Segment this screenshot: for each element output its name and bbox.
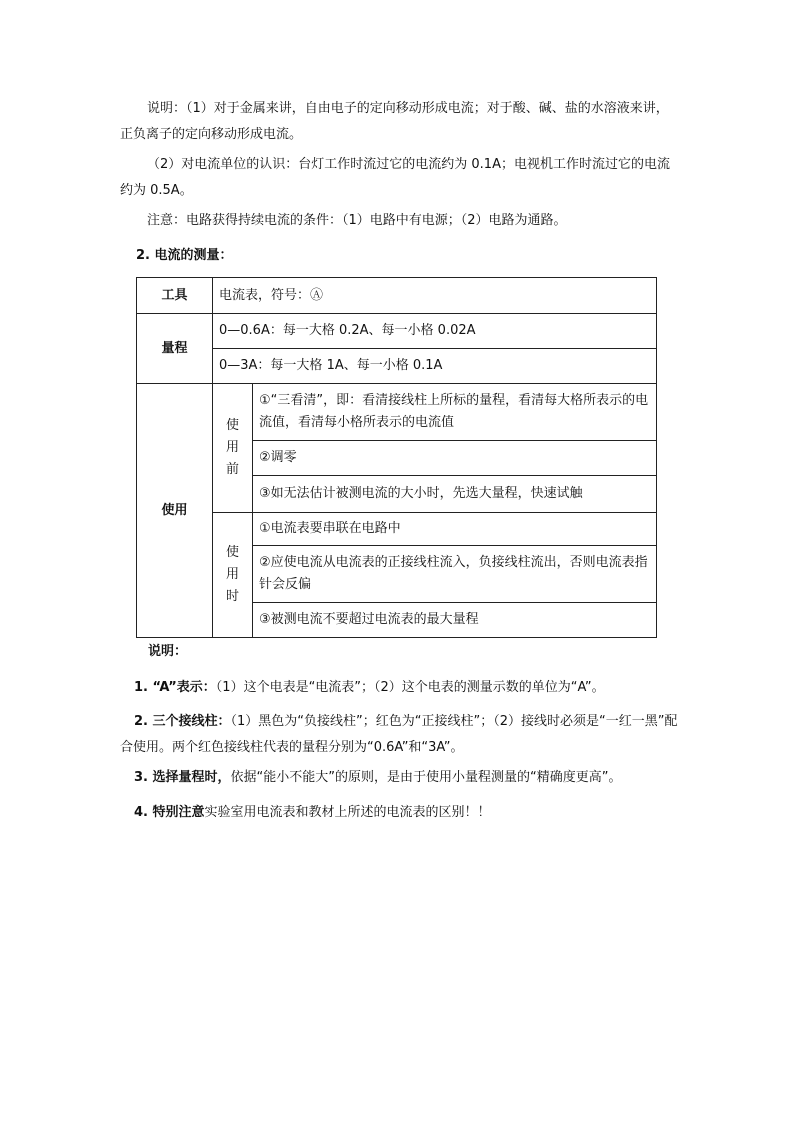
table-row-before-1 bbox=[137, 384, 657, 441]
during-item-3: ③被测电流不要超过电流表的最大量程 bbox=[253, 603, 657, 638]
before-item-2: ②调零 bbox=[253, 441, 657, 476]
before-char-1: 使 bbox=[225, 418, 239, 433]
note-4-text: 实验室用电流表和教材上所述的电流表的区别！！ bbox=[204, 805, 491, 820]
intro-paragraph-1: 说明：（1）对于金属来讲，自由电子的定向移动形成电流；对于酸、碱、盐的水溶液来讲，正负离子的定向移动形成电流。 bbox=[120, 101, 669, 142]
during-char-3: 时 bbox=[225, 589, 239, 604]
before-char-3: 前 bbox=[225, 462, 239, 477]
note-3 bbox=[134, 765, 680, 791]
table-row-tool bbox=[137, 278, 657, 314]
during-item-1: ①电流表要串联在电路中 bbox=[253, 513, 657, 546]
range-large: 0—3A：每一大格 1A、每一小格 0.1A bbox=[213, 349, 657, 384]
table-row-range-1 bbox=[137, 314, 657, 349]
note-1-lead: 1. “A”表示： bbox=[134, 680, 216, 695]
before-use-label bbox=[213, 384, 253, 513]
note-4 bbox=[134, 800, 680, 826]
note-4-lead: 4. 特别注意 bbox=[134, 805, 205, 820]
before-item-1: ①“三看清”，即：看清接线柱上所标的量程，看清每大格所表示的电流值，看清每小格所表示的电流值 bbox=[253, 384, 657, 441]
note-1-text: （1）这个电表是“电流表”；（2）这个电表的测量示数的单位为“A”。 bbox=[215, 680, 605, 695]
notes-heading: 说明： bbox=[148, 644, 188, 659]
use-label: 使用 bbox=[137, 384, 213, 638]
range-label: 量程 bbox=[137, 314, 213, 384]
note-3-lead: 3. 选择量程时， bbox=[134, 770, 231, 785]
range-small: 0—0.6A：每一大格 0.2A、每一小格 0.02A bbox=[213, 314, 657, 349]
note-2-text: （1）黑色为“负接线柱”；红色为“正接线柱”；（2）接线时必须是“一红一黑”配合使用。两个红色接线柱代表的量程分别为“0.6A”和“3A”。 bbox=[120, 714, 678, 755]
table-row-during-1 bbox=[137, 513, 657, 546]
note-2-lead: 2. 三个接线柱： bbox=[134, 714, 231, 729]
table-row-range-2 bbox=[137, 349, 657, 384]
intro-paragraph-3: 注意：电路获得持续电流的条件：（1）电路中有电源；（2）电路为通路。 bbox=[147, 213, 567, 228]
during-char-2: 用 bbox=[225, 567, 239, 582]
tool-value: 电流表，符号：Ⓐ bbox=[213, 278, 657, 314]
note-1 bbox=[134, 675, 680, 701]
during-char-1: 使 bbox=[225, 545, 239, 560]
tool-label: 工具 bbox=[137, 278, 213, 314]
before-char-2: 用 bbox=[225, 440, 239, 455]
ammeter-table bbox=[136, 277, 657, 638]
during-use-label bbox=[213, 513, 253, 638]
note-2 bbox=[120, 709, 680, 761]
note-3-text: 依据“能小不能大”的原则，是由于使用小量程测量的“精确度更高”。 bbox=[230, 770, 622, 785]
intro-paragraph-2: （2）对电流单位的认识：台灯工作时流过它的电流约为 0.1A；电视机工作时流过它的电流约为 0.5A。 bbox=[120, 157, 670, 198]
section-heading-measurement: 2. 电流的测量： bbox=[136, 248, 233, 263]
before-item-3: ③如无法估计被测电流的大小时，先选大量程，快速试触 bbox=[253, 476, 657, 513]
during-item-2: ②应使电流从电流表的正接线柱流入，负接线柱流出，否则电流表指针会反偏 bbox=[253, 546, 657, 603]
